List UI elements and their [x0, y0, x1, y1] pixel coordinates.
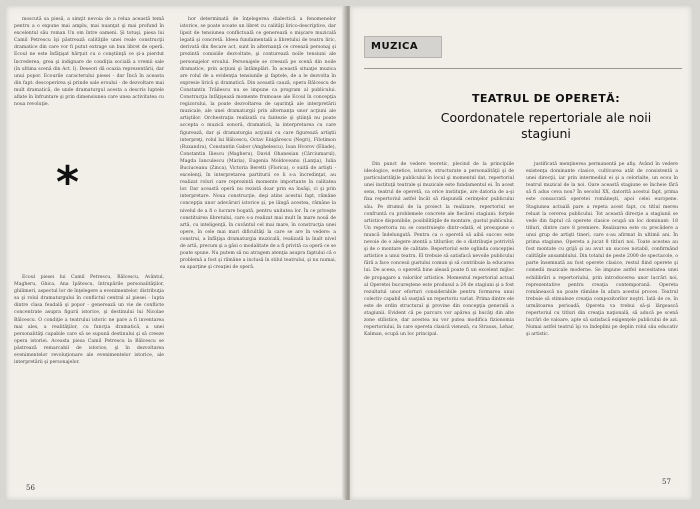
- left-page-right-column: hor determinată de înţelegerea dialectică a fenomenelor istorice, se poate scoate un libret cu calităţi lirico-descriptive, dar lipsit de tensiunea conflictuală ce generează o mişcare muzicală legată şi concretă. Ideea fundamentală a libretului de teatru liric, derivată din fiecare act, sunt în alternanţă ce creează personaj şi prezintă comisiile dezvoltate, şi conturează noile tensiuni ale personajelor eroului. Personajele se creează pe scenă din noile dramatice, prin acţiuni şi întâmplări. În această situaţie muzica are rolul de a evidenţia tensiunile şi faptele, de a le dezvolta în expresie lirică şi dramatică. Din această cauză, opera Bălcescu de Constantin Trăilescu nu se impune ca program al publicului. Construcţia înfăţişează momente frumoase ale Ecoul în concepţia regizorului, la poate dezvoltarea de uşurinţă ale interpretării muzicale, ale unei dramaturgii prin alternanţa unor acţiuni ale artiştilor. Orchestraţia realizată cu fantezie şi ştiinţă nu poate accepta o muzică sonoră, dramatică, la interpretarea cu care figurează, dar şi dramaturgia acţiunii cu care figurează artiştii interpreţi, rolul lui Bălcescu, Octav Enigărescu (Negri), Filotimon (Ruxandra), Constantin Gabor (Anghelescu), Ioan Hvorov (Eliade), Constantin Iliescu (Magheru), David Ohanesian (Cârciumarul), Magda Ianculescu (Maria), Eugenia Moldoveanu (Lanţia), Iulia Buciuceanu (Zinca), Victoria Beretti (Florica), o suită de artişti - excelenţi, în interpretarea partiturii ce li s-a încredinţat, au realizat roluri care reprezintă momente importante în calitatea lor. Dar această operă nu rezistă doar prin ea însăşi, ci şi prin interpretare. Noua construcţie, deşi atins acestui fapt, rămâne concepţia unor adevăruri istorice şi, pe lângă acestea, rămâne la nivelul de a fi o lucrare bogată, pentru unitatea lor. În ce priveşte constituirea libretului, care s-a realizat mai mult în mare nouă de artă, cu inteligenţă, în cuvântul cel mai mare, în construcţia unei opere, în cele mai mari dificultăţi la care se are în vedere: a construi, a înfăţişa dramaturgia muzicală, realizată la înalt nivel de artă, precum şi a găsi o modalitate de a fi privită ca operă ce se poate spune. Nu putem să nu atragem atenţia asupra faptului că o problemă a fost şi rămâne a inclusă în stilul teatrului, şi nu numai, ea aparţine şi creaţiei de operă.: [180, 17, 336, 271]
- header-rule: [364, 68, 682, 69]
- article-subtitle: Coordonatele repertoriale ale noii stagiuni: [440, 110, 652, 141]
- left-page-lower-text: Ecoul piesei lui Camil Petrescu, Bălcescu, Avântul, Magheru, Ghica, Ana Ipătescu, întrupările personalităţilor, ghilimeri, aspectul lor de înţelegere a evenimentelor, distribuţia sa şi rolul dramaturgului în conflictul central al piesei - lupta dintre clasa feudală şi popor - generează un vie de conflicte concentrate asupra figurii istorice, şi destinului lui Nicolae Bălcescu. O condiţie a teatrului istoric ne pare a fi inventarea mai ales, a realităţilor, cu funcţia dramatică, a unei personalităţi capabile care să se supună destinului şi să creeze opera istoriei. Aceasta piesa Camil Petrescu la Bălcescu se păstrează remarcabil de istorice, şi în dezvoltarea evenimentelor revoluţionare ale evenimentelor istorice, ale interpretării şi personajelor.: [14, 275, 164, 366]
- right-page-number: 57: [662, 478, 671, 486]
- left-page-top-text: moscută sa piesă, a simţit nevoia de a relua această temă pentru a o expune mai amplu, mai nuanţat şi mai profund în excelentul său roman Un om între oameni. Şi totuşi, piesa lui Camil Petrescu îşi păstrează calităţile unei reale construcţii dramatice din care vor fi putut extrage un bun libret de operă. Ecoul ne este înfăţişat hărţuit cu o conştiinţă ce şi-a pierdut încrederea, grea şi indignare de condiţia socială a vremii sale (în ultima scenă din Act. I). Deseori dă ocazia reprezentării, dar unui popor. Ecourile caracterului piesei - dar Încă în aceasta din fapt: descoperirea şi prinde sale eroului - de dezvoltare mai mult dramatică, de unde dramaturgul acesta a descris luptele aflate în înfruntare şi prin dimensiunea care unea activitatea cu noua revoluţie.: [14, 17, 164, 108]
- article-title: TEATRUL DE OPERETĂ:: [471, 92, 621, 105]
- left-page-number: 56: [26, 484, 35, 492]
- left-page: [6, 6, 347, 500]
- right-page-column-2: justificată menţinerea permanentă pe afiş. Având în vedere existenţa dominante clasice, cultivarea atât de consistentă a unei direcţii, iar prin intermediul ei şi a celorlalte, un ecou în teatrul muzical de la noi. Oare această stagiune se încheie fără să fi adus ceva nou? În secolul XX, datorită acestui fapt, prima este consacrată operetei româneşti, apoi celei europene. Stagiunea actuală pare a repeta acest fapt, cu titlul mereu reluat la cererea publicului. Tot această direcţie a stagiunii se vede din faptul că operete clasice ocupă un loc dominant: 18 titluri, dintre care 8 premiere. Realizarea este cu precădere a unui grup de artişti tineri, care s-au afirmat în ultimii ani. În prima stagiune, Opereta a jucat 8 titluri noi. Toate acestea au fost montate cu grijă şi au avut un succes notabil, confirmând calităţile ansamblului. Din totalul de peste 2000 de spectacole, o parte însemnată au fost operete clasice, restul fiind operete şi comedii muzicale moderne. Se impune astfel necesitatea unei echilibrări a repertoriului, prin introducerea unor lucrări noi, reprezentative pentru creaţia contemporană. Opereta românească nu poate rămâne în afara acestui proces. Teatrul trebuie să stimuleze creaţia compozitorilor noştri. Iată de ce, în următoarea perioadă, Opereta va trebui să-şi lărgească repertoriul cu titluri din creaţia naţională, să aducă pe scenă lucrări de valoare, apte să satisfacă exigenţele publicului de azi. Numai astfel teatrul îşi va îndeplini pe deplin rolul său educativ şi artistic.: [526, 162, 678, 338]
- section-label-muzica: MUZICA: [364, 36, 442, 58]
- right-page: [350, 6, 692, 500]
- right-page-column-1: Din punct de vedere teoretic, plecind de la principiile ideologice, estetice, istorice, structurate a personalităţii şi de particularităţile publicului în locul şi momentul dat, repertoriul unei instituţii teatrale şi muzicale este fundamentul ei. În acest sens, teatrul de operetă, ca orice instituţie, are datoria de a-şi fixa repertoriul astfel încât să răspundă cerinţelor publicului său. Pe drumul de la proiect la realizare, repertoriul se confruntă cu problemele concrete ale fiecărei stagiuni: forţele artistice disponibile, posibilităţile de montare, gustul publicului. Un repertoriu nu se construieşte dintr-odată, el presupune o muncă îndelungată. Pentru ca o operetă să aibă succes este nevoie de o alegere atentă a titlurilor, de o distribuţie potrivită şi de o montare de calitate. Repertoriul este oglinda concepţiei artistice a unui teatru. El trebuie să satisfacă nevoile publicului fără a face concesii gustului comun şi să contribuie la educarea lui. De aceea, o operetă bine aleasă poate fi un excelent mijloc de propagare a valorilor artistice. Momentul repertorial actual al Operetei bucureştene este produsul a 24 de stagiuni şi a fost rezultatul unor eforturi considerabile pentru formarea unui colectiv capabil să susţină un repertoriu variat. Prima dintre ele este de ordin structural şi provine din concepţia generală a stagiunii. Evident că pe parcurs vor apărea şi bucăţi din alte zone stilistice, dar acestea nu vor putea modifica fizionomia repertoriului, în care opereta clasică vieneză, cu Strauss, Lehar, Kalman, ocupă un loc principal.: [364, 162, 514, 338]
- asterisk-ornament: *: [56, 157, 80, 208]
